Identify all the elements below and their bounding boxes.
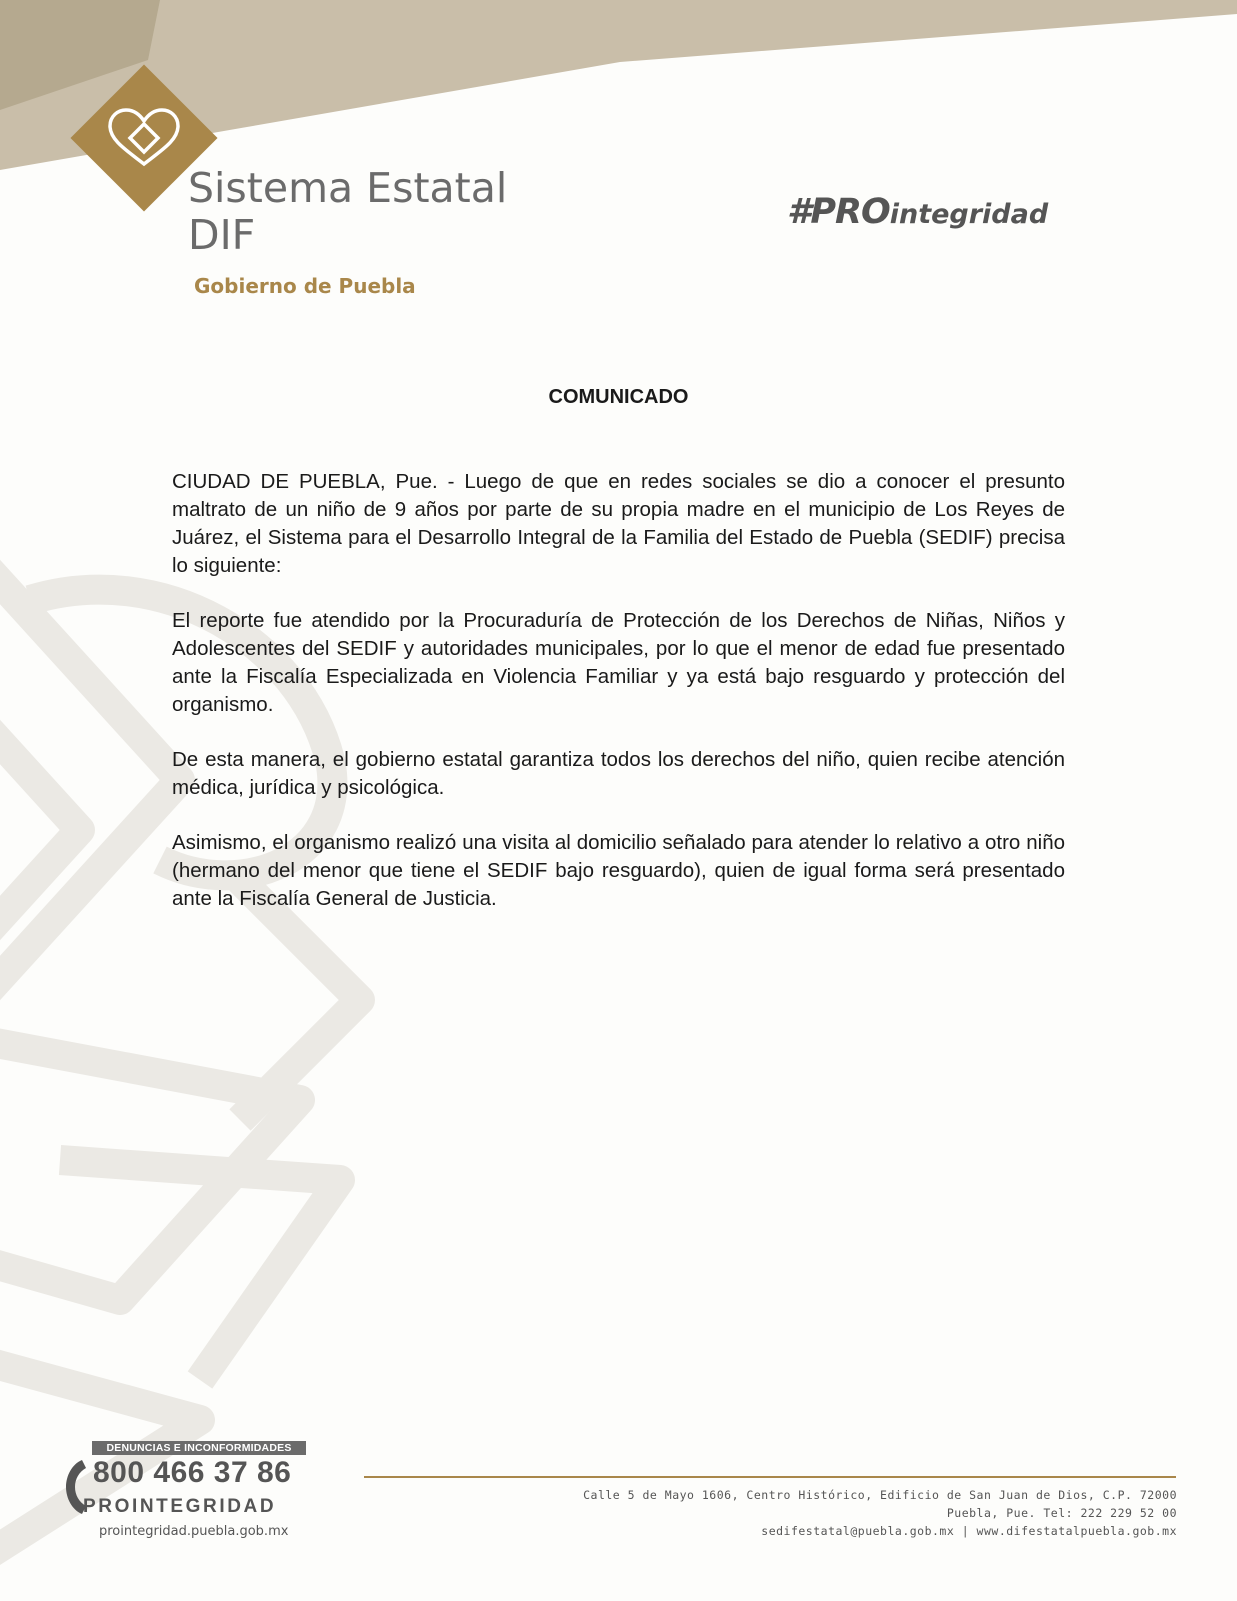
address-line-2: Puebla, Pue. Tel: 222 229 52 00 <box>946 1506 1177 1520</box>
org-name-line2: DIF <box>188 211 256 259</box>
document-body <box>172 468 1065 940</box>
document-title: COMUNICADO <box>548 386 689 408</box>
heart-diamond-logo-icon <box>104 106 184 170</box>
hashtag-strong: #PRO <box>787 192 890 232</box>
paragraph-1: CIUDAD DE PUEBLA, Pue. - Luego de que en redes sociales se dio a conocer el presunto maltrato de un niño de 9 años por parte de su propia madre en el municipio de Los Reyes de Juárez, el Sistema para el Desarrollo Integral de la Familia del Estado de Puebla (SEDIF) precisa lo siguiente: <box>172 470 1065 577</box>
address-contact-line: sedifestatal@puebla.gob.mx | www.difestatalpuebla.gob.mx <box>761 1524 1177 1538</box>
footer-address <box>583 1486 1177 1540</box>
footer-divider <box>364 1476 1176 1478</box>
address-line-1: Calle 5 de Mayo 1606, Centro Histórico, Edificio de San Juan de Dios, C.P. 72000 <box>583 1488 1177 1502</box>
org-name <box>188 165 507 259</box>
hotline-phone-number: 800 466 37 86 <box>93 1456 292 1489</box>
paragraph-2: El reporte fue atendido por la Procuraduría de Protección de los Derechos de Niñas, Niños y Adolescentes del SEDIF y autoridades municipales, por lo que el menor de edad fue presentado ante la Fiscalía Especializada en Violencia Familiar y ya está bajo resguardo y protección del organismo. <box>172 609 1065 716</box>
org-name-line1: Sistema Estatal <box>188 164 508 212</box>
prointegridad-url: prointegridad.puebla.gob.mx <box>99 1524 289 1539</box>
hashtag-light: integridad <box>889 199 1049 230</box>
paragraph-4: Asimismo, el organismo realizó una visita al domicilio señalado para atender lo relativo a otro niño (hermano del menor que tiene el SEDIF bajo resguardo), quien de igual forma será presentado ante la Fiscalía General de Justicia. <box>172 831 1065 910</box>
hotline-label: DENUNCIAS E INCONFORMIDADES <box>92 1441 306 1455</box>
org-subtitle: Gobierno de Puebla <box>194 274 416 298</box>
paragraph-3: De esta manera, el gobierno estatal garantiza todos los derechos del niño, quien recibe atención médica, jurídica y psicológica. <box>172 748 1065 799</box>
hashtag-prointegridad <box>787 192 1048 232</box>
prointegridad-label: PROINTEGRIDAD <box>83 1496 277 1517</box>
